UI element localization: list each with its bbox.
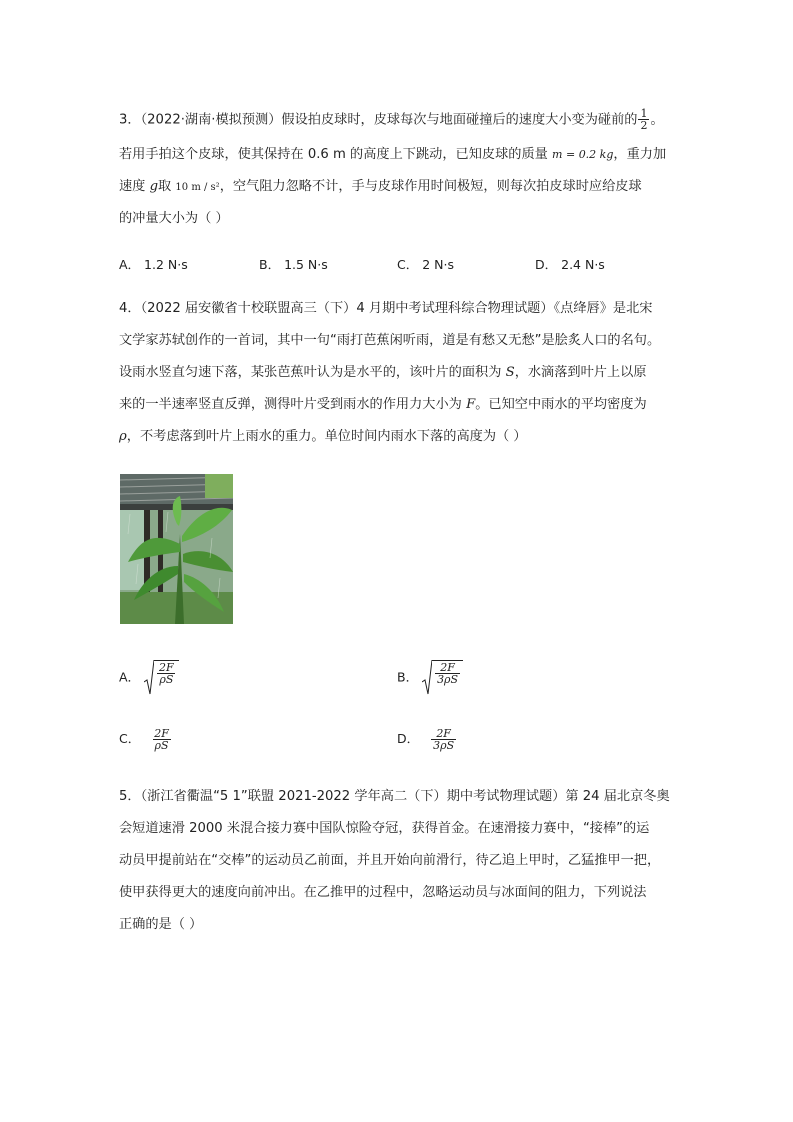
option-letter: A． <box>119 257 141 272</box>
q3-line-1 <box>119 108 664 131</box>
q3-option-a <box>119 256 188 274</box>
q4-line-1: 4．（2022 届安徽省十校联盟高三（下）4 月期中考试理科综合物理试题）《点绛唇》是北宋 <box>119 301 653 316</box>
option-letter: C． <box>119 731 141 746</box>
q5-line-1: 5．（浙江省衢温“5 1”联盟 2021-2022 学年高二（下）期中考试物理试题）第 24 届北京冬奥 <box>119 789 670 804</box>
q4-line-5-text: ，不考虑落到叶片上雨水的重力。单位时间内雨水下落的高度为（ ） <box>126 429 527 444</box>
q3-line-4: 的冲量大小为（ ） <box>119 211 229 226</box>
q5-line-2: 会短道速滑 2000 米混合接力赛中国队惊险夺冠，获得首金。在速滑接力赛中，“接棒”的运 <box>119 821 650 836</box>
q3-line-1-end: 。 <box>650 112 664 128</box>
q4-line-3 <box>119 364 647 382</box>
radical-sign-icon <box>422 660 432 696</box>
q3-line-2-end: ，重力加 <box>613 147 667 162</box>
q3-line-3-end: ，空气阻力忽略不计，手与皮球作用时间极短，则每次拍皮球时应给皮球 <box>219 179 642 194</box>
option-text: 2 N·s <box>422 257 454 272</box>
q3-fraction-den: 2 <box>640 119 648 132</box>
q4-option-a <box>119 660 179 696</box>
q4-density-symbol: ρ <box>119 429 127 444</box>
q3-option-d <box>535 256 605 274</box>
q3-option-b <box>259 256 328 274</box>
fraction-den: ρS <box>159 673 174 686</box>
banana-leaf-rain-photo <box>120 474 233 624</box>
fraction-den: 3ρS <box>437 673 459 686</box>
q4-line-4-end: 。已知空中雨水的平均密度为 <box>475 397 647 412</box>
fraction-num: 2F <box>436 727 451 740</box>
fraction-num: 2F <box>154 727 169 740</box>
q4-option-b <box>397 660 463 696</box>
q3-g-symbol: g <box>149 179 159 194</box>
fraction-den: ρS <box>154 739 169 752</box>
option-letter: B． <box>259 257 281 272</box>
q5-line-5: 正确的是（ ） <box>119 917 203 932</box>
sqrt-expression <box>144 660 179 696</box>
q4-line-4-text: 来的一半速率竖直反弹，测得叶片受到雨水的作用力大小为 <box>119 397 462 412</box>
q3-option-c <box>397 256 454 274</box>
q5-line-3: 动员甲提前站在“交棒”的运动员乙前面，并且开始向前滑行，待乙追上甲时，乙猛推甲一把， <box>119 853 661 868</box>
fraction-num: 2F <box>159 661 174 674</box>
q3-fraction-half <box>638 108 649 131</box>
option-letter: A． <box>119 669 141 685</box>
q4-line-3-text: 设雨水竖直匀速下落，某张芭蕉叶认为是水平的，该叶片的面积为 <box>119 365 502 380</box>
q3-fraction-num: 1 <box>640 107 648 120</box>
q4-line-3-end: ，水滴落到叶片上以原 <box>514 365 647 380</box>
q3-line-2-text: 若用手拍这个皮球，使其保持在 0.6 m 的高度上下跳动，已知皮球的质量 <box>119 147 548 162</box>
q3-line-3-start: 速度 <box>119 179 146 194</box>
option-text: 2.4 N·s <box>561 257 605 272</box>
option-letter: B． <box>397 669 419 685</box>
q4-line-5 <box>119 428 527 446</box>
sqrt-expression <box>422 660 463 696</box>
q4-option-c <box>119 728 172 751</box>
fraction-den: 3ρS <box>433 739 455 752</box>
fraction-num: 2F <box>440 661 455 674</box>
option-text: 1.5 N·s <box>284 257 328 272</box>
radical-sign-icon <box>144 660 154 696</box>
q4-line-4 <box>119 396 647 414</box>
q4-force-symbol: F <box>466 397 476 412</box>
option-letter: D． <box>535 257 558 272</box>
option-letter: D． <box>397 731 420 746</box>
q4-area-symbol: S <box>505 365 515 380</box>
q3-mass-value: m = 0.2 kg <box>552 148 614 161</box>
q3-line-1-text: 3．（2022·湖南·模拟预测）假设拍皮球时，皮球每次与地面碰撞后的速度大小变为碰前的 <box>119 112 638 128</box>
q3-line-2 <box>119 146 666 164</box>
option-text: 1.2 N·s <box>144 257 188 272</box>
q3-line-3 <box>119 178 642 197</box>
q4-option-d <box>397 728 457 751</box>
q4-line-2: 文学家苏轼创作的一首词，其中一句“雨打芭蕉闲听雨，道是有愁又无愁”是脍炙人口的名句。 <box>119 333 661 348</box>
q3-line-3-mid: 取 <box>158 179 172 194</box>
option-letter: C． <box>397 257 419 272</box>
q5-line-4: 使甲获得更大的速度向前冲出。在乙推甲的过程中，忽略运动员与冰面间的阻力，下列说法 <box>119 885 647 900</box>
q3-g-value: 10 m / s² <box>175 182 220 193</box>
